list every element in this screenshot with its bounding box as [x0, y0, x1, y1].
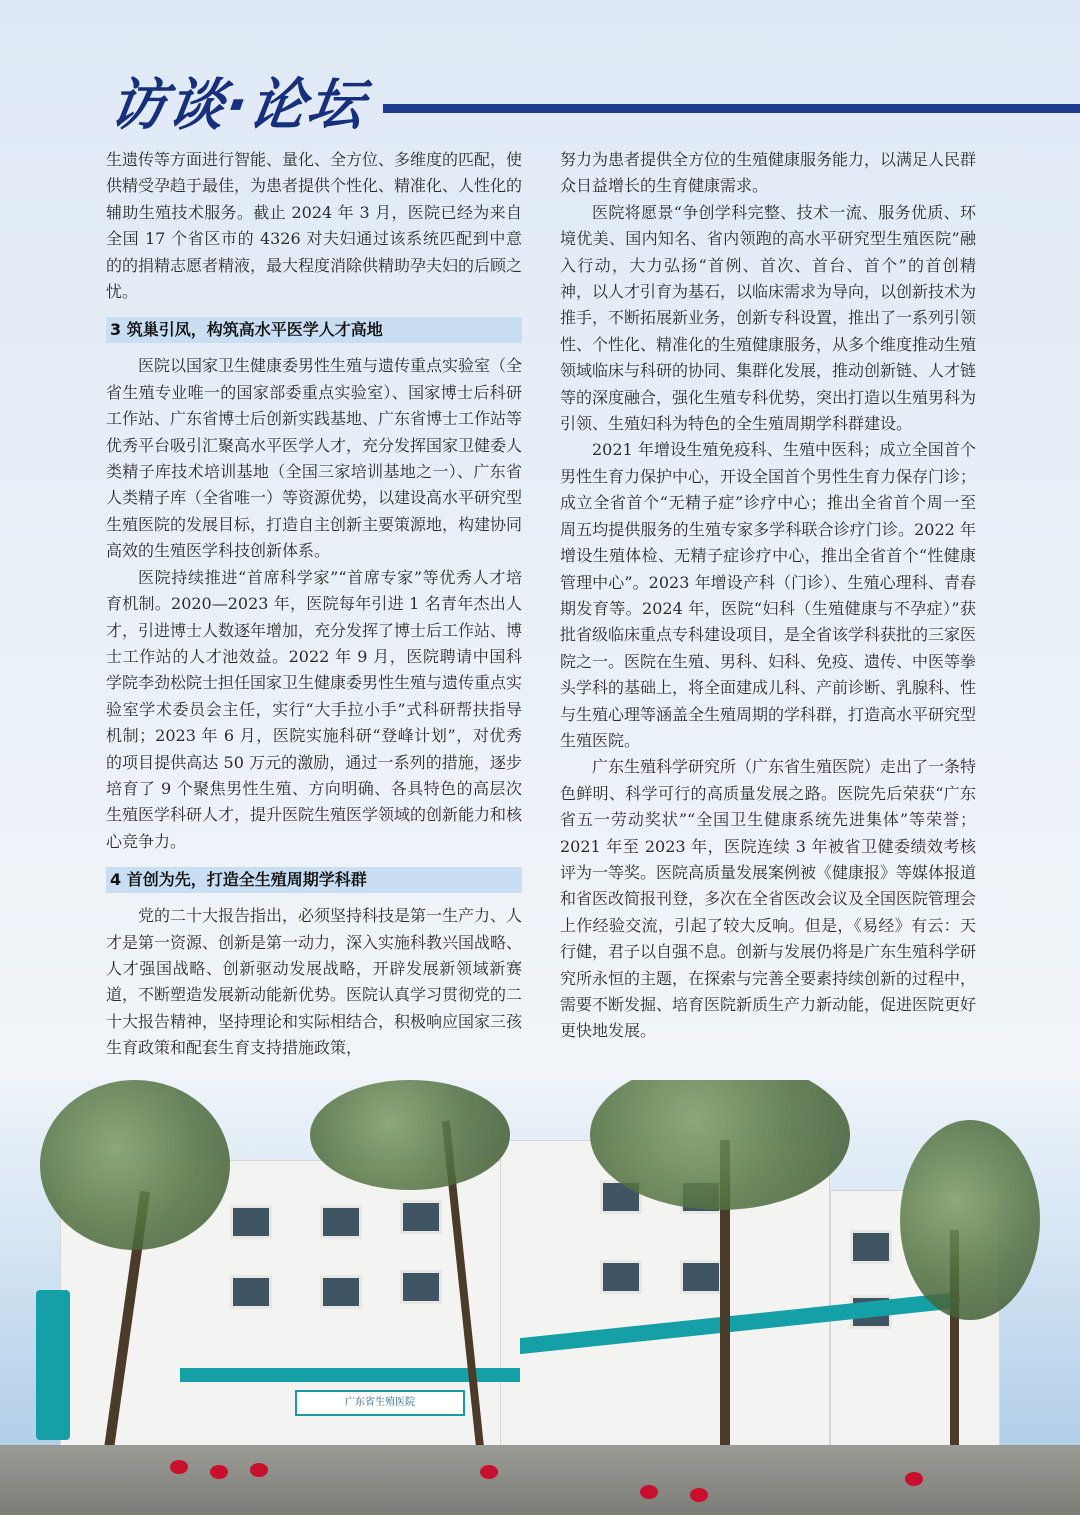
paragraph: 生遗传等方面进行智能、量化、全方位、多维度的匹配，使供精受孕趋于最佳，为患者提供个性化、精准化、人性化的辅助生殖技术服务。截止 2024 年 3 月，医院已经为来自全国 17 个省区市的 4326 对夫妇通过该系统匹配到中意的的捐精志愿者精液，最大程度消除供精助孕夫妇的后顾之忧。: [106, 150, 523, 302]
hospital-sign-pillar: [36, 1290, 70, 1440]
header-rule: [383, 104, 1080, 113]
window: [230, 1275, 272, 1309]
flower-pot: [170, 1460, 188, 1474]
paragraph: 医院持续推进“首席科学家”“首席专家”等优秀人才培育机制。2020—2023 年，医院每年引进 1 名青年杰出人才，引进博士人数逐年增加，充分发挥了博士后工作站、博士工作站的人才池效益。2022 年 9 月，医院聘请中国科学院李劲松院士担任国家卫生健康委男性生殖与遗传重点实验室学术委员会主任，实行“大手拉小手”式科研帮扶指导机制；2023 年 6 月，医院实施科研“登峰计划”，对优秀的项目提供高达 50 万元的激励，通过一系列的措施，逐步培育了 9 个聚焦男性生殖、方向明确、各具特色的高层次生殖医学科研人才，提升医院生殖医学领域的创新能力和核心竞争力。: [106, 567, 523, 851]
right-column: [560, 147, 976, 1045]
flower-pot: [640, 1485, 658, 1499]
window: [320, 1205, 362, 1239]
tree-canopy: [40, 1080, 230, 1250]
paragraph: 党的二十大报告指出，必须坚持科技是第一生产力、人才是第一资源、创新是第一动力，深入实施科教兴国战略、人才强国战略、创新驱动发展战略，开辟发展新领域新赛道，不断塑造发展新动能新优势。医院认真学习贯彻党的二十大报告精神，坚持理论和实际相结合，积极响应国家三孩生育政策和配套生育支持措施政策，: [106, 906, 523, 1058]
left-column: [106, 147, 522, 1062]
section-heading: 4 首创为先，打造全生殖周期学科群: [106, 867, 522, 893]
paragraph: 医院以国家卫生健康委男性生殖与遗传重点实验室（全省生殖专业唯一的国家部委重点实验室）、国家博士后科研工作站、广东省博士后创新实践基地、广东省博士工作站等优秀平台吸引汇聚高水平医学人才，充分发挥国家卫健委人类精子库技术培训基地（全国三家培训基地之一）、广东省人类精子库（全省唯一）等资源优势，以建设高水平研究型生殖医院的发展目标，打造自主创新主要策源地，构建协同高效的生殖医学科技创新体系。: [106, 356, 523, 561]
section-title: 访谈·论坛: [105, 73, 370, 138]
hospital-sign: 广东省生殖医院: [295, 1390, 465, 1416]
window: [320, 1275, 362, 1309]
tree-canopy: [900, 1120, 1040, 1320]
window: [600, 1260, 642, 1294]
tree-canopy: [310, 1080, 510, 1190]
flower-pot: [480, 1465, 498, 1479]
flower-pot: [250, 1463, 268, 1477]
flower-pot: [690, 1488, 708, 1502]
section-heading: 3 筑巢引凤，构筑高水平医学人才高地: [106, 317, 522, 343]
window: [400, 1200, 442, 1234]
window: [850, 1230, 892, 1264]
paragraph: 2021 年增设生殖免疫科、生殖中医科；成立全国首个男性生育力保护中心，开设全国首个男性生育力保存门诊；成立全省首个“无精子症”诊疗中心；推出全省首个周一至周五均提供服务的生殖专家多学科联合诊疗门诊。2022 年增设生殖体检、无精子症诊疗中心，推出全省首个“性健康管理中心”。2023 年增设产科（门诊）、生殖心理科、青春期发育等。2024 年，医院“妇科（生殖健康与不孕症）”获批省级临床重点专科建设项目，是全省该学科获批的三家医院之一。医院在生殖、男科、妇科、免疫、遗传、中医等拳头学科的基础上，将全面建成儿科、产前诊断、乳腺科、性与生殖心理等涵盖全生殖周期的学科群，打造高水平研究型生殖医院。: [560, 440, 977, 750]
paragraph: 医院将愿景“争创学科完整、技术一流、服务优质、环境优美、国内知名、省内领跑的高水平研究型生殖医院”融入行动，大力弘扬“首例、首次、首台、首个”的首创精神，以人才引育为基石，以临床需求为导向，以创新技术为推手，不断拓展新业务，创新专科设置，推出了一系列引领性、个性化、精准化的生殖健康服务，从多个维度推动生殖领域临床与科研的协同、集群化发展，推动创新链、人才链等的深度融合，强化生殖专科优势，突出打造以生殖男科为引领、生殖妇科为特色的全生殖周期学科群建设。: [560, 202, 977, 434]
window: [230, 1205, 272, 1239]
flower-pot: [210, 1465, 228, 1479]
paragraph: 广东生殖科学研究所（广东省生殖医院）走出了一条特色鲜明、科学可行的高质量发展之路。医院先后荣获“广东省五一劳动奖状”“全国卫生健康系统先进集体”等荣誉；2021 年至 2023 年，医院连续 3 年被省卫健委绩效考核评为一等奖。医院高质量发展案例被《健康报》等媒体报道和省医改简报刊登，多次在全省医改会议及全国医院管理会上作经验交流，引起了较大反响。但是，《易经》有云：天行健，君子以自强不息。创新与发展仍将是广东生殖科学研究所永恒的主题，在探索与完善全要素持续创新的过程中，需要不断发掘、培育医院新质生产力新动能，促进医院更好更快地发展。: [560, 757, 977, 1041]
hospital-photo: [0, 1080, 1080, 1515]
window: [680, 1260, 722, 1294]
window: [400, 1270, 442, 1304]
paragraph: 努力为患者提供全方位的生殖健康服务能力，以满足人民群众日益增长的生育健康需求。: [560, 150, 977, 196]
flower-pot: [905, 1472, 923, 1486]
